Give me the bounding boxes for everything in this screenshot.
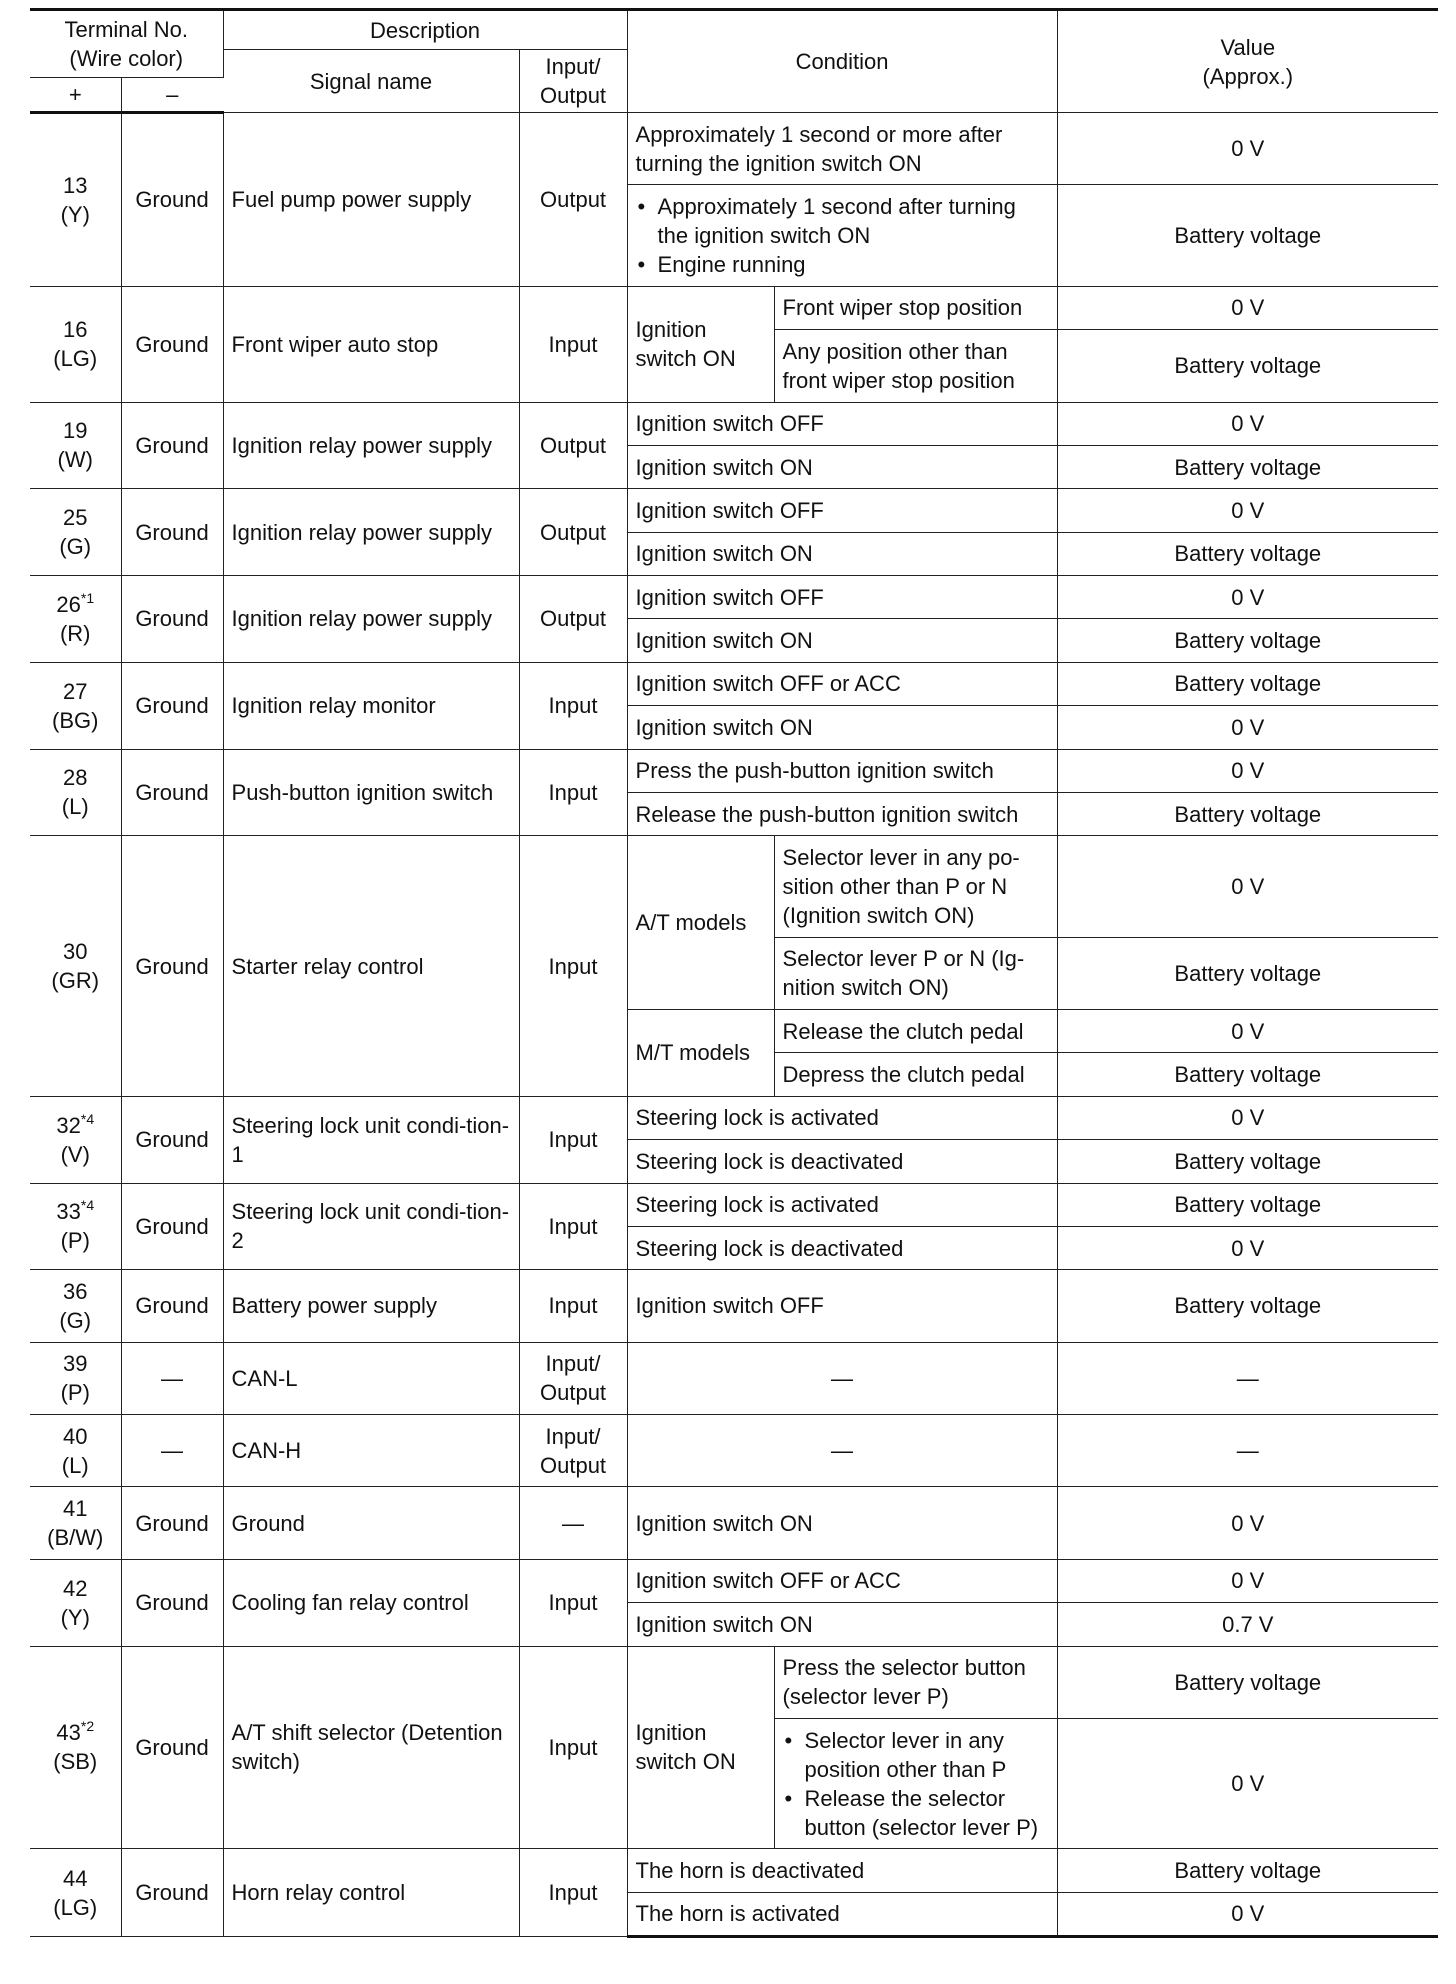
- input-output: Output: [519, 576, 627, 663]
- condition: Steering lock is activated: [627, 1096, 1057, 1139]
- condition: —: [627, 1342, 1057, 1414]
- minus-terminal: —: [121, 1342, 223, 1414]
- terminal-number-value: 44: [63, 1865, 88, 1891]
- terminal-number-value: 26: [56, 591, 81, 617]
- table-row: [30, 286, 1438, 329]
- condition-group: A/T models: [627, 836, 774, 1010]
- signal-name: Ground: [223, 1487, 519, 1559]
- condition: Press the selector button (selector lever P): [774, 1646, 1057, 1718]
- terminal-reference-sheet: [30, 8, 1438, 1938]
- header-value-label: Value: [1220, 34, 1276, 60]
- terminal-footnote-ref: *4: [80, 1197, 95, 1214]
- input-output: Input: [519, 1646, 627, 1849]
- terminal-number-value: 39: [63, 1351, 88, 1377]
- minus-terminal: Ground: [121, 1559, 223, 1646]
- value: Battery voltage: [1057, 937, 1438, 1009]
- table-row: [30, 662, 1438, 705]
- minus-terminal: Ground: [121, 1487, 223, 1559]
- terminal-cell: [30, 1096, 121, 1183]
- input-output: —: [519, 1487, 627, 1559]
- terminal-cell: [30, 113, 121, 287]
- signal-name: Steering lock unit condi-tion-2: [223, 1183, 519, 1270]
- value: 0 V: [1057, 1226, 1438, 1269]
- input-output: Input: [519, 1183, 627, 1270]
- input-output: Input: [519, 749, 627, 836]
- signal-name: Push-button ignition switch: [223, 749, 519, 836]
- terminal-cell: [30, 576, 121, 663]
- condition: Ignition switch ON: [627, 706, 1057, 749]
- value: 0.7 V: [1057, 1603, 1438, 1646]
- condition: Depress the clutch pedal: [774, 1053, 1057, 1096]
- minus-terminal: Ground: [121, 402, 223, 489]
- terminal-cell: [30, 286, 121, 402]
- table-row: [30, 489, 1438, 532]
- value: 0 V: [1057, 1559, 1438, 1602]
- table-row: [30, 1183, 1438, 1226]
- minus-terminal: Ground: [121, 1270, 223, 1342]
- wire-color: (L): [61, 794, 89, 820]
- value: 0 V: [1057, 1010, 1438, 1053]
- terminal-cell: [30, 836, 121, 1097]
- terminal-number-value: 19: [63, 418, 88, 444]
- minus-terminal: Ground: [121, 489, 223, 576]
- condition: Steering lock is deactivated: [627, 1140, 1057, 1183]
- signal-name: CAN-L: [223, 1342, 519, 1414]
- header-value-approx: (Approx.): [1202, 63, 1294, 89]
- condition: Release the clutch pedal: [774, 1010, 1057, 1053]
- condition-group: Ignition switch ON: [627, 286, 774, 402]
- terminal-number-value: 43: [56, 1720, 81, 1746]
- terminal-number-value: 41: [63, 1496, 88, 1522]
- value: 0 V: [1057, 706, 1438, 749]
- minus-terminal: Ground: [121, 1096, 223, 1183]
- terminal-number: [38, 1574, 113, 1603]
- wire-color: (P): [60, 1380, 90, 1406]
- terminal-footnote-ref: *2: [80, 1718, 95, 1735]
- header-io-line1: Input/: [545, 54, 601, 79]
- value: 0 V: [1057, 402, 1438, 445]
- signal-name: Starter relay control: [223, 836, 519, 1097]
- value: Battery voltage: [1057, 619, 1438, 662]
- terminal-number-value: 28: [63, 765, 88, 791]
- input-output: Input: [519, 286, 627, 402]
- value: Battery voltage: [1057, 532, 1438, 575]
- terminal-cell: [30, 1646, 121, 1849]
- terminal-number-value: 32: [56, 1112, 81, 1138]
- condition-bullet: • Approximately 1 second after turning the ignition switch ON: [658, 192, 1049, 250]
- value: 0 V: [1057, 113, 1438, 185]
- header-io-line2: Output: [540, 83, 607, 108]
- terminal-number: [38, 937, 113, 966]
- table-row: [30, 1270, 1438, 1342]
- header-plus: +: [30, 78, 121, 113]
- wire-color: (P): [60, 1228, 90, 1254]
- condition: Press the push-button ignition switch: [627, 749, 1057, 792]
- header-wire-color: (Wire color): [69, 46, 184, 71]
- condition: Ignition switch ON: [627, 445, 1057, 488]
- value: Battery voltage: [1057, 1270, 1438, 1342]
- value: 0 V: [1057, 489, 1438, 532]
- wire-color: (W): [57, 447, 93, 473]
- condition: Steering lock is deactivated: [627, 1226, 1057, 1269]
- input-output: Input: [519, 662, 627, 749]
- signal-name: Cooling fan relay control: [223, 1559, 519, 1646]
- condition: Ignition switch OFF: [627, 1270, 1057, 1342]
- value: Battery voltage: [1057, 1183, 1438, 1226]
- condition-bullets: [783, 1726, 1049, 1842]
- condition: Steering lock is activated: [627, 1183, 1057, 1226]
- header-input-output: [519, 50, 627, 113]
- wire-color: (L): [61, 1452, 89, 1478]
- wire-color: (V): [60, 1141, 90, 1167]
- terminal-number-value: 16: [63, 317, 88, 343]
- terminal-cell: [30, 1183, 121, 1270]
- signal-name: Ignition relay power supply: [223, 489, 519, 576]
- input-output: Output: [519, 113, 627, 287]
- terminal-cell: [30, 402, 121, 489]
- value: —: [1057, 1342, 1438, 1414]
- wire-color: (Y): [60, 201, 90, 227]
- minus-terminal: Ground: [121, 1646, 223, 1849]
- signal-name: Front wiper auto stop: [223, 286, 519, 402]
- signal-name: Ignition relay power supply: [223, 576, 519, 663]
- terminal-number: [38, 1718, 113, 1747]
- terminal-cell: [30, 1270, 121, 1342]
- value: 0 V: [1057, 749, 1438, 792]
- terminal-footnote-ref: *1: [80, 589, 95, 606]
- terminal-number: [38, 416, 113, 445]
- terminal-table: [30, 8, 1438, 1938]
- table-row: [30, 1342, 1438, 1414]
- table-body: [30, 113, 1438, 1937]
- condition-group: M/T models: [627, 1010, 774, 1097]
- condition: Ignition switch ON: [627, 619, 1057, 662]
- table-row: [30, 1487, 1438, 1559]
- header-signal-name: Signal name: [223, 50, 519, 113]
- signal-name: Steering lock unit condi-tion-1: [223, 1096, 519, 1183]
- condition: Release the push-button ignition switch: [627, 792, 1057, 835]
- value: 0 V: [1057, 1487, 1438, 1559]
- terminal-number-value: 25: [63, 505, 88, 531]
- condition: Approximately 1 second or more after turning the ignition switch ON: [627, 113, 1057, 185]
- condition: [627, 185, 1057, 286]
- minus-terminal: Ground: [121, 286, 223, 402]
- input-output: Input: [519, 1849, 627, 1937]
- value: 0 V: [1057, 1718, 1438, 1848]
- value: 0 V: [1057, 836, 1438, 937]
- input-output: Input/ Output: [519, 1415, 627, 1487]
- terminal-cell: [30, 489, 121, 576]
- value: 0 V: [1057, 576, 1438, 619]
- condition: Ignition switch ON: [627, 1603, 1057, 1646]
- input-output: Input: [519, 1096, 627, 1183]
- terminal-number: [38, 1277, 113, 1306]
- terminal-number-value: 36: [63, 1278, 88, 1304]
- terminal-cell: [30, 1487, 121, 1559]
- condition: Ignition switch OFF: [627, 402, 1057, 445]
- condition-bullet: • Release the selector button (selector lever P): [805, 1784, 1049, 1842]
- terminal-number-value: 40: [63, 1423, 88, 1449]
- terminal-number-value: 30: [63, 939, 88, 964]
- condition: Selector lever P or N (Ig-nition switch ON): [774, 937, 1057, 1009]
- table-row: [30, 749, 1438, 792]
- input-output: Output: [519, 402, 627, 489]
- condition: Ignition switch OFF: [627, 489, 1057, 532]
- terminal-footnote-ref: *4: [80, 1110, 95, 1127]
- condition: Selector lever in any po-sition other than P or N (Ignition switch ON): [774, 836, 1057, 937]
- terminal-number: [38, 1864, 113, 1893]
- header-description: Description: [223, 10, 627, 50]
- table-row: [30, 113, 1438, 185]
- terminal-number: [38, 171, 113, 200]
- condition: [774, 1718, 1057, 1848]
- minus-terminal: Ground: [121, 662, 223, 749]
- table-header: [30, 10, 1438, 113]
- input-output: Input: [519, 836, 627, 1097]
- terminal-cell: [30, 662, 121, 749]
- wire-color: (G): [59, 1307, 92, 1333]
- condition: Ignition switch OFF: [627, 576, 1057, 619]
- value: Battery voltage: [1057, 1646, 1438, 1718]
- signal-name: Ignition relay monitor: [223, 662, 519, 749]
- value: Battery voltage: [1057, 445, 1438, 488]
- terminal-number: [38, 1111, 113, 1140]
- value: Battery voltage: [1057, 330, 1438, 402]
- terminal-number: [38, 1494, 113, 1523]
- terminal-cell: [30, 749, 121, 836]
- table-row: [30, 576, 1438, 619]
- wire-color: (LG): [53, 1894, 98, 1920]
- value: Battery voltage: [1057, 1140, 1438, 1183]
- minus-terminal: Ground: [121, 836, 223, 1097]
- condition: The horn is activated: [627, 1892, 1057, 1936]
- minus-terminal: —: [121, 1415, 223, 1487]
- wire-color: (R): [59, 620, 91, 646]
- condition: Ignition switch OFF or ACC: [627, 662, 1057, 705]
- value: Battery voltage: [1057, 662, 1438, 705]
- condition: —: [627, 1415, 1057, 1487]
- table-row: [30, 836, 1438, 937]
- value: Battery voltage: [1057, 185, 1438, 286]
- terminal-number-value: 42: [63, 1575, 88, 1601]
- header-terminal-label: Terminal No.: [64, 17, 188, 42]
- condition-bullets: [636, 192, 1049, 279]
- condition: Any position other than front wiper stop position: [774, 330, 1057, 402]
- header-terminal-no: [30, 10, 223, 78]
- table-row: [30, 1849, 1438, 1892]
- wire-color: (GR): [51, 968, 100, 993]
- condition: The horn is deactivated: [627, 1849, 1057, 1892]
- value: 0 V: [1057, 286, 1438, 329]
- input-output: Input: [519, 1559, 627, 1646]
- terminal-number: [38, 315, 113, 344]
- condition: Ignition switch OFF or ACC: [627, 1559, 1057, 1602]
- value: 0 V: [1057, 1892, 1438, 1936]
- terminal-cell: [30, 1849, 121, 1937]
- wire-color: (G): [59, 534, 92, 560]
- terminal-number-value: 13: [63, 172, 88, 198]
- value: 0 V: [1057, 1096, 1438, 1139]
- table-row: [30, 1415, 1438, 1487]
- signal-name: Fuel pump power supply: [223, 113, 519, 287]
- minus-terminal: Ground: [121, 1183, 223, 1270]
- value: Battery voltage: [1057, 1849, 1438, 1892]
- table-row: [30, 1559, 1438, 1602]
- header-minus: –: [121, 78, 223, 113]
- condition: Ignition switch ON: [627, 532, 1057, 575]
- table-row: [30, 402, 1438, 445]
- wire-color: (SB): [53, 1749, 98, 1775]
- input-output: Input/ Output: [519, 1342, 627, 1414]
- terminal-number: [38, 1197, 113, 1226]
- condition-bullet: • Engine running: [658, 250, 1049, 279]
- minus-terminal: Ground: [121, 749, 223, 836]
- signal-name: A/T shift selector (Detention switch): [223, 1646, 519, 1849]
- terminal-number: [38, 1422, 113, 1451]
- wire-color: (Y): [60, 1604, 90, 1630]
- signal-name: Horn relay control: [223, 1849, 519, 1937]
- terminal-number-value: 33: [56, 1199, 81, 1225]
- condition-group: Ignition switch ON: [627, 1646, 774, 1849]
- terminal-cell: [30, 1559, 121, 1646]
- signal-name: Ignition relay power supply: [223, 402, 519, 489]
- input-output: Output: [519, 489, 627, 576]
- minus-terminal: Ground: [121, 576, 223, 663]
- value: Battery voltage: [1057, 1053, 1438, 1096]
- signal-name: Battery power supply: [223, 1270, 519, 1342]
- terminal-number: [38, 677, 113, 706]
- condition-bullet: • Selector lever in any position other than P: [805, 1726, 1049, 1784]
- value: Battery voltage: [1057, 792, 1438, 835]
- table-row: [30, 1646, 1438, 1718]
- terminal-cell: [30, 1342, 121, 1414]
- condition: Ignition switch ON: [627, 1487, 1057, 1559]
- condition: Front wiper stop position: [774, 286, 1057, 329]
- value: —: [1057, 1415, 1438, 1487]
- minus-terminal: Ground: [121, 113, 223, 287]
- input-output: Input: [519, 1270, 627, 1342]
- wire-color: (BG): [52, 707, 99, 733]
- header-value: [1057, 10, 1438, 113]
- terminal-number-value: 27: [63, 678, 88, 704]
- wire-color: (B/W): [47, 1525, 104, 1551]
- terminal-number: [38, 1349, 113, 1378]
- terminal-number: [38, 590, 113, 619]
- header-condition: Condition: [627, 10, 1057, 113]
- terminal-number: [38, 503, 113, 532]
- table-row: [30, 1096, 1438, 1139]
- wire-color: (LG): [53, 346, 98, 372]
- signal-name: CAN-H: [223, 1415, 519, 1487]
- terminal-cell: [30, 1415, 121, 1487]
- terminal-number: [38, 763, 113, 792]
- minus-terminal: Ground: [121, 1849, 223, 1937]
